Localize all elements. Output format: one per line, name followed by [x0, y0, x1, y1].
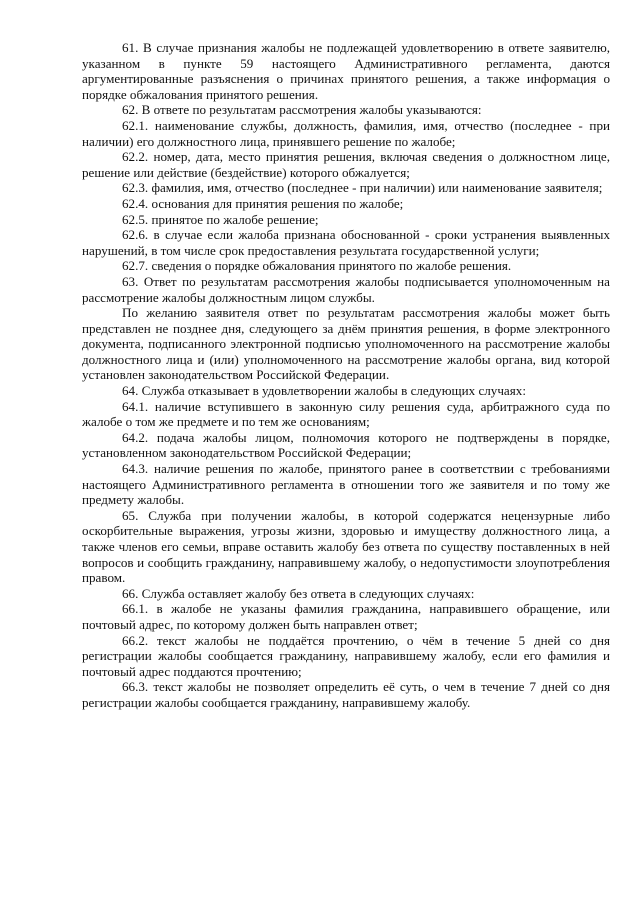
paragraph-62-1: 62.1. наименование службы, должность, фамилия, имя, отчество (последнее - при наличии) его должностного лица, принявшего решение по жалобе; [82, 117, 610, 149]
paragraph-66: 66. Служба оставляет жалобу без ответа в следующих случаях: [122, 585, 475, 601]
paragraph-62-7: 62.7. сведения о порядке обжалования принятого по жалобе решения. [122, 258, 512, 274]
paragraph-64-2: 64.2. подача жалобы лицом, полномочия которого не подтверждены в порядке, установленном законодательством Российской Федерации; [82, 429, 610, 461]
paragraph-64-3: 64.3. наличие решения по жалобе, принятого ранее в соответствии с требованиями настоящего Административного регламента в отношении того же заявителя и по тому же предмету жалобы. [82, 461, 610, 508]
paragraph-62-6: 62.6. в случае если жалоба признана обоснованной - сроки устранения выявленных нарушений, в том числе срок предоставления результата государственной услуги; [82, 227, 610, 258]
paragraph-65: 65. Служба при получении жалобы, в которой содержатся нецензурные либо оскорбительные выражения, угрозы жизни, здоровью и имуществу должностного лица, а также членов его семьи, вправе оставить жалобу без ответа по существу поставленных в ней вопросов и сообщить гражданину, направившему жалобу, о недопустимости злоупотребления правом. [82, 507, 610, 586]
document-page [82, 40, 610, 711]
paragraph-66-1: 66.1. в жалобе не указаны фамилия гражданина, направившего обращение, или почтовый адрес, по которому должен быть направлен ответ; [82, 601, 610, 632]
paragraph-62-2: 62.2. номер, дата, место принятия решения, включая сведения о должностном лице, решение или действие (бездействие) которого обжалуется; [82, 149, 610, 180]
paragraph-62-5: 62.5. принятое по жалобе решение; [122, 211, 319, 227]
paragraph-61: 61. В случае признания жалобы не подлежащей удовлетворению в ответе заявителю, указанном в пункте 59 настоящего Административного регламента, даются аргументированные разъяснения о причинах принятого решения, а также информация о порядке обжалования принятого решения. [82, 40, 610, 102]
paragraph-64: 64. Служба отказывает в удовлетворении жалобы в следующих случаях: [122, 383, 526, 399]
paragraph-62-4: 62.4. основания для принятия решения по жалобе; [122, 195, 404, 211]
paragraph-63: 63. Ответ по результатам рассмотрения жалобы подписывается уполномоченным на рассмотрение жалобы должностным лицом службы. [82, 273, 610, 305]
paragraph-64-1: 64.1. наличие вступившего в законную силу решения суда, арбитражного суда по жалобе о том же предмете и по тем же основаниям; [82, 398, 610, 430]
paragraph-66-2: 66.2. текст жалобы не поддаётся прочтению, о чём в течение 5 дней со дня регистрации жалобы сообщается гражданину, направившему жалобу, если его фамилия и почтовый адрес поддаются прочтению; [82, 632, 610, 679]
paragraph-66-3: 66.3. текст жалобы не позволяет определить её суть, о чем в течение 7 дней со дня регистрации жалобы сообщается гражданину, направившему жалобу. [82, 679, 610, 710]
paragraph-63-electronic: По желанию заявителя ответ по результатам рассмотрения жалобы может быть представлен не позднее дня, следующего за днём принятия решения, в форме электронного документа, подписанного электронной подписью уполномоченного на рассмотрение жалобы должностного лица и (или) уполномоченного на рассмотрение жалобы органа, вид которой установлен законодательством Российской Федерации. [82, 305, 610, 383]
paragraph-62: 62. В ответе по результатам рассмотрения жалобы указываются: [122, 102, 482, 118]
paragraph-62-3: 62.3. фамилия, имя, отчество (последнее - при наличии) или наименование заявителя; [122, 180, 603, 196]
